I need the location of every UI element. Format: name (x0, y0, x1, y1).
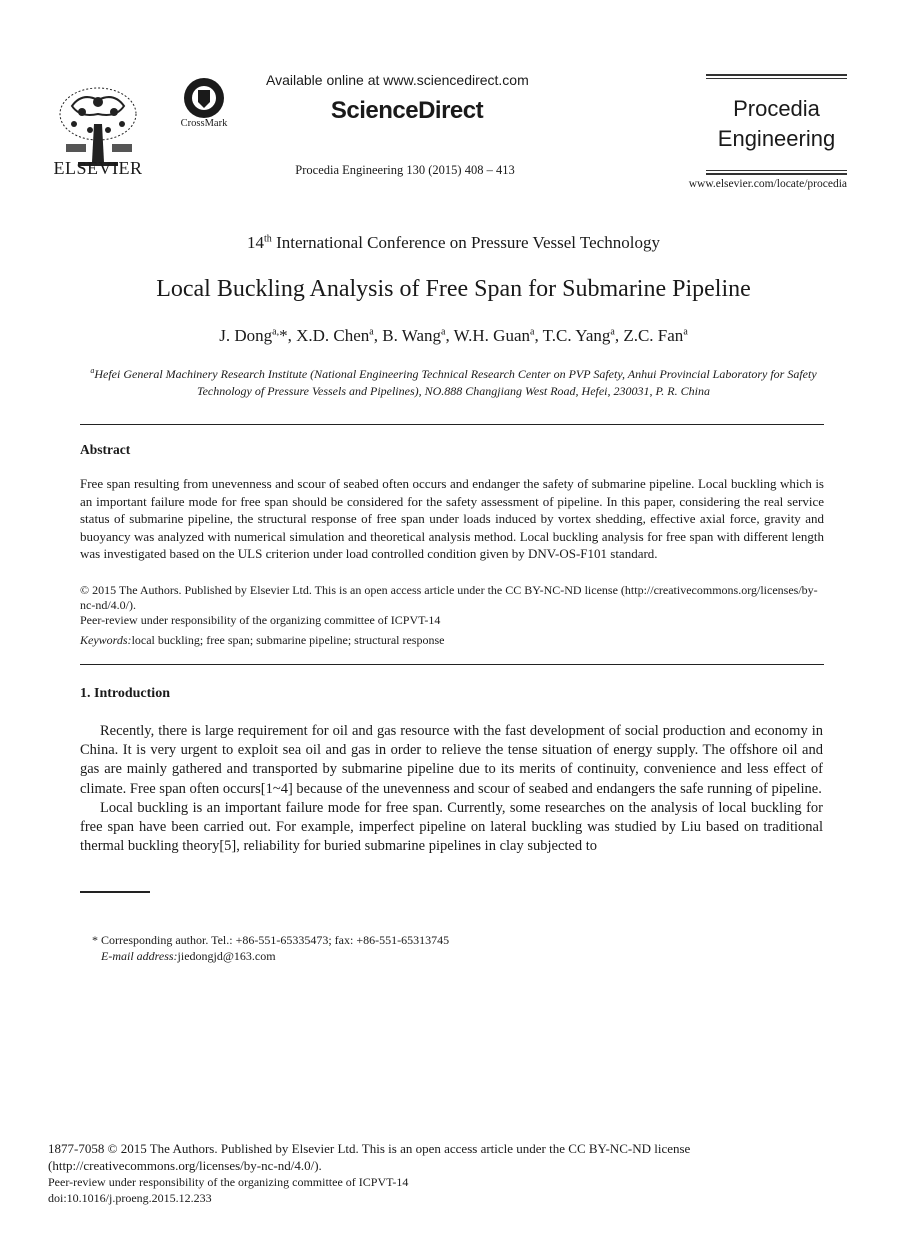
author-separator: , (287, 326, 297, 345)
journal-rule-top (706, 74, 847, 76)
footer-doi[interactable]: doi:10.1016/j.proeng.2015.12.233 (48, 1191, 212, 1205)
keywords (80, 633, 824, 648)
journal-name-line1: Procedia (733, 96, 820, 121)
publisher-wordmark: ELSEVIER (53, 158, 143, 178)
email-label: E-mail address: (101, 948, 178, 963)
author-affiliation-marker: a (610, 326, 615, 338)
available-online-text: Available online at www.sciencedirect.com (266, 72, 529, 88)
footnote-rule (80, 891, 150, 893)
corresponding-author-email-line (92, 949, 449, 965)
author-affiliation-marker: a (530, 326, 535, 338)
affiliation (80, 362, 827, 400)
author (296, 326, 382, 345)
abstract-bottom-rule (80, 664, 824, 665)
author-affiliation-marker: a (441, 326, 446, 338)
author-separator: , (614, 326, 624, 345)
author-name: X.D. Chen (296, 326, 370, 345)
affiliation-marker: a (90, 366, 95, 375)
journal-name-line2: Engineering (717, 126, 836, 151)
author-name: W.H. Guan (453, 326, 531, 345)
page-footer (48, 1141, 828, 1206)
footer-issn-license: 1877-7058 © 2015 The Authors. Published by Elsevier Ltd. This is an open access article under the CC BY-NC-ND license (48, 1141, 691, 1156)
author-affiliation-marker: a, (272, 326, 280, 338)
email-address[interactable]: jiedongjd@163.com (177, 948, 276, 963)
footer-license-url[interactable]: (http://creativecommons.org/licenses/by-nc-nd/4.0/). (48, 1157, 322, 1173)
author (454, 326, 543, 345)
author-name: B. Wang (382, 326, 442, 345)
author-separator: , (534, 326, 543, 345)
corresponding-mark: * (279, 326, 288, 345)
author (543, 326, 624, 345)
journal-rule-top-thin (706, 78, 847, 79)
sciencedirect-brand[interactable]: ScienceDirect (330, 97, 484, 124)
keywords-label: Keywords: (80, 633, 132, 647)
author-affiliation-marker: a (683, 326, 688, 338)
author-separator: , (445, 326, 454, 345)
journal-rule-bottom (706, 173, 847, 175)
author (382, 326, 453, 345)
author-separator: , (373, 326, 383, 345)
conference-title: International Conference on Pressure Vessel Technology (276, 233, 660, 252)
journal-url-link[interactable]: www.elsevier.com/locate/procedia (688, 178, 847, 190)
paper-title: Local Buckling Analysis of Free Span for Submarine Pipeline (156, 276, 751, 302)
crossmark-label: CrossMark (180, 118, 228, 129)
abstract-heading: Abstract (80, 442, 131, 457)
author-name: Z.C. Fan (623, 326, 684, 345)
affiliation-text: Hefei General Machinery Research Institute (National Engineering Technical Research Center on PVP Safety, Anhui Provincial Laboratory for Safety Technology of Pressure Vessels and Pipelines), NO.888 Changjiang West Road, Hefei, 230031, P. R. China (94, 367, 817, 398)
corresponding-author-contact: * Corresponding author. Tel.: +86-551-65335473; fax: +86-551-65313745 (92, 933, 450, 947)
author-affiliation-marker: a (369, 326, 374, 338)
author (219, 326, 296, 345)
author (623, 326, 687, 345)
abstract-top-rule (80, 424, 824, 425)
journal-rule-bottom-thin (706, 170, 847, 171)
conference-name (0, 233, 907, 253)
conference-ordinal-suffix: th (264, 233, 272, 245)
footer-peer-review: Peer-review under responsibility of the organizing committee of ICPVT-14 (48, 1175, 409, 1189)
journal-citation: Procedia Engineering 130 (2015) 408 – 413 (295, 163, 515, 177)
peer-review-notice: Peer-review under responsibility of the organizing committee of ICPVT-14 (80, 613, 441, 627)
keywords-values: local buckling; free span; submarine pipeline; structural response (131, 633, 445, 647)
introduction-body (80, 722, 823, 856)
author-name: J. Dong (219, 326, 273, 345)
author-name: T.C. Yang (542, 326, 611, 345)
copyright-notice: © 2015 The Authors. Published by Elsevier Ltd. This is an open access article under the CC BY-NC-ND license (http://creativecommons.org/licenses/by-nc-nd/4.0/). (80, 583, 818, 612)
abstract-text: Free span resulting from unevenness and scour of seabed often occurs and endanger the safety of submarine pipeline. Local buckling which is an important failure mode for free span should be considered for the safety assessment of pipeline. In this paper, considering the real service status of submarine pipeline, the structural response of free span under loads induced by vortex shedding, effective axial force, gravity and buoyancy was analyzed with numerical simulation and theoretical analysis method. Local buckling analysis for free span with different length was investigated based on the ULS criterion under load controlled condition given by DNV-OS-F101 standard. (80, 476, 824, 562)
conference-ordinal: 14 (247, 233, 265, 252)
intro-paragraph-2: Local buckling is an important failure mode for free span. Currently, some researches on the analysis of local buckling for free span have been carried out. For example, imperfect pipeline on lateral buckling was studied by Liu based on traditional thermal buckling theory[5], reliability for buried submarine pipelines in clay subjected to (80, 799, 823, 855)
journal-name (706, 94, 847, 154)
section-heading-introduction: 1. Introduction (80, 686, 170, 701)
intro-paragraph-1: Recently, there is large requirement for oil and gas resource with the fast development of social production and economy in China. It is very urgent to exploit sea oil and gas in order to relieve the tense situation of energy supply. The offshore oil and gas are mainly gathered and transported by submarine pipeline due to its merits of continuity, convenience and less effect of climate. Free span often occurs[1~4] because of the unevenness and scour of seabed and endangers the safe running of pipeline. (80, 723, 823, 797)
author-list (0, 326, 907, 346)
corresponding-author-footnote (92, 933, 449, 964)
